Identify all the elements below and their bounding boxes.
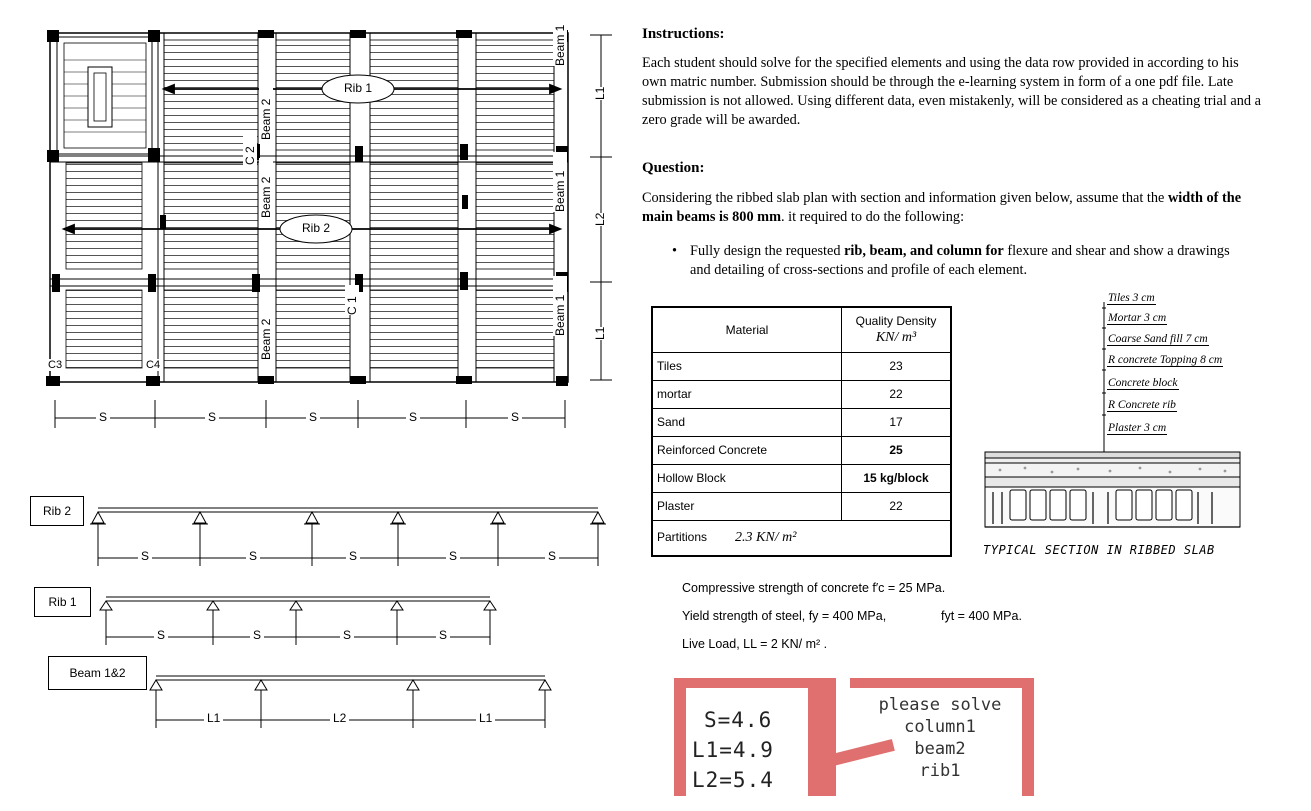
beam-diagrams	[0, 480, 640, 740]
row-name-0: Tiles	[652, 352, 842, 380]
beam1-label-mid: Beam 1	[553, 152, 567, 212]
row-name-4: Hollow Block	[652, 464, 842, 492]
rib1-s-3: S	[340, 628, 354, 642]
s-dim-3: S	[306, 410, 320, 424]
prop-fy: Yield strength of steel, fy = 400 MPa,	[682, 609, 887, 623]
beam1-label-top: Beam 1	[553, 6, 567, 66]
l2-dim: L2	[593, 212, 607, 226]
s-dim-1: S	[96, 410, 110, 424]
row-value-3: 25	[842, 436, 952, 464]
instructions-text: Each student should solve for the specified elements and using the data row provided in according to his own matric number. Submission should be through the e-learning system in form of a one pdf file. Late submission is not allowed. Using different data, even mistakenly, will be considered as a cheating trial and a zero grade will be awarded.	[642, 55, 1261, 128]
row-value-1: 22	[842, 380, 952, 408]
rib1-diagram-label: Rib 1	[34, 587, 91, 617]
note-line4: rib1	[919, 761, 961, 781]
header-density: Quality Density KN/ m³	[842, 307, 952, 352]
row-value-4: 15 kg/block	[842, 464, 952, 492]
beam-l1-right: L1	[476, 711, 495, 725]
layer-block: Concrete block	[1108, 377, 1178, 389]
floor-plan	[0, 0, 640, 440]
prop-ll: Live Load, LL = 2 KN/ m² .	[682, 637, 828, 651]
rib2-s-5: S	[545, 549, 559, 563]
beam12-diagram-label: Beam 1&2	[48, 656, 147, 690]
ribbed-slab-section	[980, 292, 1250, 542]
beam1-label-bottom: Beam 1	[553, 276, 567, 336]
l1-dim-top: L1	[593, 86, 607, 100]
beam-l2: L2	[330, 711, 349, 725]
rib1-s-2: S	[250, 628, 264, 642]
row-name-3: Reinforced Concrete	[652, 436, 842, 464]
s-dim-4: S	[406, 410, 420, 424]
c4-label: C4	[146, 359, 161, 371]
requirement-bullet: • Fully design the requested rib, beam, and column for flexure and shear and show a drawings and detailing of cross-sections and profile of each element.	[672, 243, 1230, 278]
beam-l1-left: L1	[204, 711, 223, 725]
note-line3: beam2	[914, 739, 966, 759]
layer-rib: R Concrete rib	[1108, 399, 1176, 411]
question-text: Considering the ribbed slab plan with section and information given below, assume that the width of the main beams is 800 mm. it required to do the following:	[642, 190, 1242, 225]
layer-sand: Coarse Sand fill 7 cm	[1108, 333, 1208, 345]
section-caption: TYPICAL SECTION IN RIBBED SLAB	[983, 543, 1215, 557]
rib2-s-1: S	[138, 549, 152, 563]
note-l2: L2=5.4	[692, 768, 774, 792]
row-name-5: Plaster	[652, 492, 842, 520]
note-l1: L1=4.9	[692, 738, 774, 762]
rib2-label: Rib 2	[301, 221, 330, 235]
prop-fc: Compressive strength of concrete f′c = 25 MPa.	[682, 581, 946, 595]
c2-label: C 2	[243, 135, 257, 165]
question-heading: Question:	[642, 160, 705, 176]
rib2-s-2: S	[246, 549, 260, 563]
rib2-diagram-label: Rib 2	[30, 496, 84, 526]
layer-mortar: Mortar 3 cm	[1108, 312, 1167, 324]
rib2-s-4: S	[446, 549, 460, 563]
layer-tiles: Tiles 3 cm	[1108, 292, 1155, 304]
row-value-2: 17	[842, 408, 952, 436]
beam2-label-mid: Beam 2	[259, 158, 273, 218]
s-dim-5: S	[508, 410, 522, 424]
note-s: S=4.6	[704, 708, 773, 732]
note-line2: column1	[904, 717, 976, 737]
instructions-heading: Instructions:	[642, 26, 725, 42]
prop-fyt: fyt = 400 MPa.	[941, 609, 1022, 623]
s-dim-2: S	[205, 410, 219, 424]
layer-plaster: Plaster 3 cm	[1108, 422, 1167, 434]
material-table	[651, 306, 952, 557]
row-value-5: 22	[842, 492, 952, 520]
c1-label: C 1	[345, 285, 359, 315]
row-name-1: mortar	[652, 380, 842, 408]
partitions-row: Partitions 2.3 KN/ m²	[652, 520, 951, 556]
rib1-s-4: S	[436, 628, 450, 642]
rib1-s-1: S	[154, 628, 168, 642]
c3-label: C3	[48, 359, 63, 371]
beam2-label-bottom: Beam 2	[259, 300, 273, 360]
data-note	[674, 678, 1034, 796]
note-line1: please solve	[878, 695, 1002, 715]
rib1-label: Rib 1	[343, 81, 372, 95]
beam2-label-top: Beam 2	[259, 80, 273, 140]
header-material: Material	[652, 307, 842, 352]
rib2-s-3: S	[346, 549, 360, 563]
layer-topping: R concrete Topping 8 cm	[1108, 354, 1223, 366]
l1-dim-bottom: L1	[593, 326, 607, 340]
note-request	[850, 694, 1030, 782]
row-value-0: 23	[842, 352, 952, 380]
row-name-2: Sand	[652, 408, 842, 436]
